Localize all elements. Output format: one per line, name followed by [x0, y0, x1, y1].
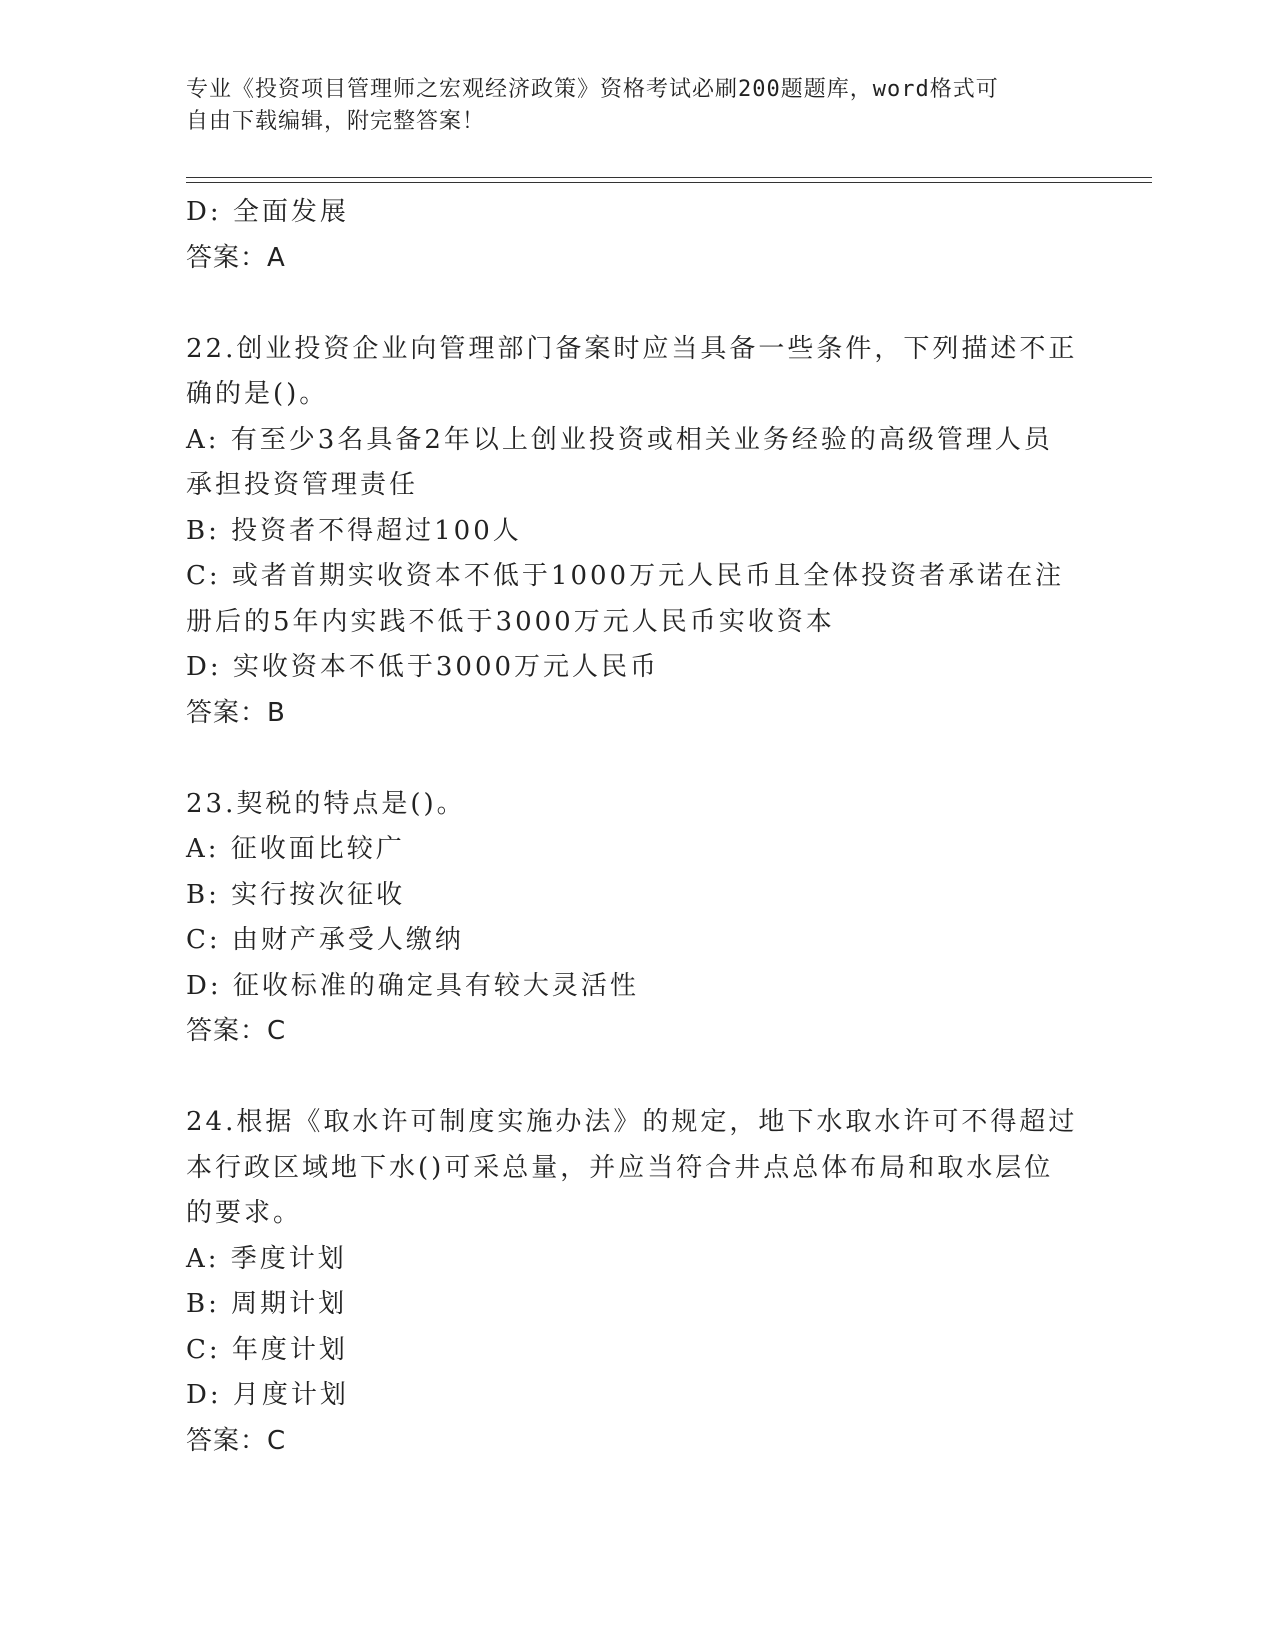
question-stem: 23.契税的特点是()。	[186, 788, 466, 819]
header-line-2: 自由下载编辑，附完整答案！	[186, 109, 486, 134]
question-stem: 24.根据《取水许可制度实施办法》的规定，地下水取水许可不得超过	[186, 1107, 1078, 1137]
spacer	[186, 1055, 1086, 1101]
option-c: C: 由财产承受人缴纳	[186, 925, 464, 955]
spacer	[186, 736, 1086, 782]
option-a-cont: 承担投资管理责任	[186, 470, 419, 500]
answer-line: 答案：C	[186, 1016, 287, 1046]
answer-line: 答案：A	[186, 242, 286, 273]
question-content	[186, 190, 1086, 1464]
option-b: B: 实行按次征收	[186, 879, 406, 910]
option-c: C: 年度计划	[186, 1334, 348, 1365]
answer-line: 答案：B	[186, 697, 286, 728]
page-header	[186, 74, 1066, 138]
option-d: D: 实收资本不低于3000万元人民币	[186, 652, 660, 682]
question-stem: 本行政区域地下水()可采总量，并应当符合井点总体布局和取水层位	[186, 1152, 1054, 1183]
spacer	[186, 281, 1086, 327]
question-23	[186, 782, 1086, 1055]
option-a: A: 有至少3名具备2年以上创业投资或相关业务经验的高级管理人员	[186, 424, 1053, 455]
header-line-1: 专业《投资项目管理师之宏观经济政策》资格考试必刷200题题库，word格式可	[186, 77, 999, 102]
previous-question-tail	[186, 190, 1086, 281]
option-a: A: 征收面比较广	[186, 834, 405, 864]
option-d: D: 征收标准的确定具有较大灵活性	[186, 970, 639, 1001]
question-stem: 确的是()。	[186, 379, 329, 409]
question-stem: 22.创业投资企业向管理部门备案时应当具备一些条件，下列描述不正	[186, 333, 1078, 364]
header-rule-top	[186, 177, 1152, 178]
question-stem: 的要求。	[186, 1198, 303, 1228]
option-d: D: 月度计划	[186, 1380, 349, 1410]
header-rule-bottom	[186, 182, 1152, 183]
question-22	[186, 327, 1086, 737]
option-b: B: 周期计划	[186, 1289, 348, 1319]
option-c-cont: 册后的5年内实践不低于3000万元人民币实收资本	[186, 606, 835, 637]
option-c: C: 或者首期实收资本不低于1000万元人民币且全体投资者承诺在注	[186, 561, 1065, 591]
option-d: D: 全面发展	[186, 197, 349, 227]
answer-line: 答案：C	[186, 1425, 287, 1456]
option-a: A: 季度计划	[186, 1243, 347, 1274]
option-b: B: 投资者不得超过100人	[186, 515, 522, 546]
question-24	[186, 1100, 1086, 1464]
